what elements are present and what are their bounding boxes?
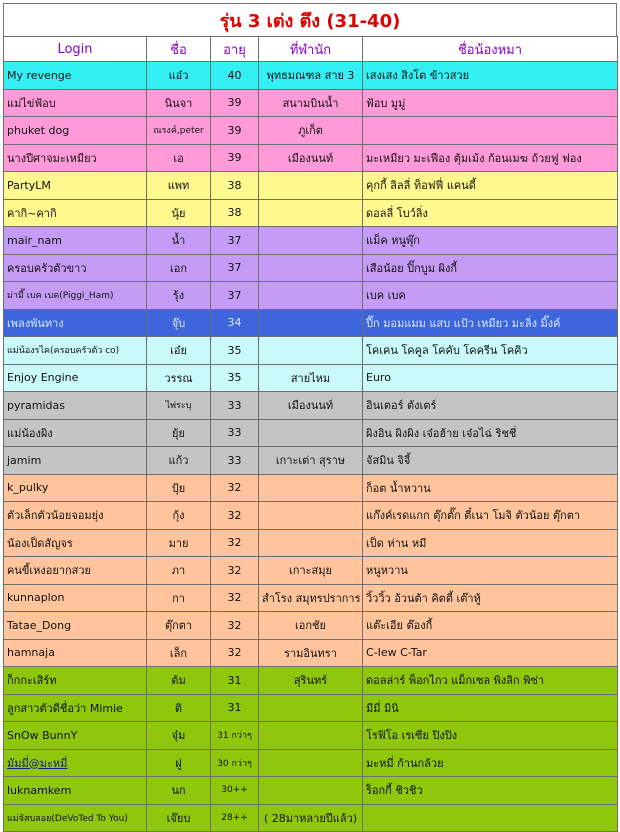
table-row [4, 529, 618, 557]
cell-login: pyramidas [4, 392, 147, 420]
header-place: ที่พำนัก [259, 37, 363, 62]
cell-name: วรรณ [147, 364, 211, 392]
cell-login: PartyLM [4, 172, 147, 200]
table-row [4, 172, 618, 200]
table-row [4, 447, 618, 475]
cell-name: รุ้ง [147, 282, 211, 310]
cell-dog-names: C-Iew C-Tar [363, 639, 618, 667]
cell-login: SnOw BunnY [4, 722, 147, 750]
cell-age: 39 [211, 89, 259, 117]
cell-place: ( 28มาหลายปีแล้ว) [259, 804, 363, 832]
cell-age: 39 [211, 117, 259, 145]
cell-age: 32 [211, 474, 259, 502]
cell-name: มาย [147, 529, 211, 557]
cell-place [259, 172, 363, 200]
cell-dog-names: เสือน้อย ปิ๊กบูม ผิงกี้ [363, 254, 618, 282]
cell-dog-names: ก็อต น้ำหวาน [363, 474, 618, 502]
cell-place: เอกชัย [259, 612, 363, 640]
cell-login: phuket dog [4, 117, 147, 145]
cell-name: ไพ่ระบุ [147, 392, 211, 420]
table-row [4, 722, 618, 750]
spreadsheet [3, 3, 617, 832]
cell-name: ติ [147, 694, 211, 722]
cell-login: luknamkem [4, 777, 147, 805]
cell-age: 32 [211, 557, 259, 585]
cell-place [259, 474, 363, 502]
cell-age: 32 [211, 612, 259, 640]
cell-place: ภูเก็ต [259, 117, 363, 145]
table-row [4, 89, 618, 117]
table-body [4, 62, 618, 832]
cell-place: เกาะเต่า สุราษ [259, 447, 363, 475]
table-row [4, 419, 618, 447]
table-row [4, 309, 618, 337]
cell-dog-names: จัสมิน จิจี้ [363, 447, 618, 475]
cell-login: mair_nam [4, 227, 147, 255]
cell-login: แม่น้องรไค(ครอบครัวตัว co) [4, 337, 147, 365]
cell-age: 32 [211, 529, 259, 557]
cell-dog-names: เสงเสง สิงโต ข้าวสวย [363, 62, 618, 90]
cell-age: 33 [211, 419, 259, 447]
cell-age: 38 [211, 199, 259, 227]
cell-name: แอ๋ว [147, 62, 211, 90]
table-row [4, 227, 618, 255]
cell-place: สำโรง สมุทรปราการ [259, 584, 363, 612]
table-row [4, 584, 618, 612]
header-age: อายุ [211, 37, 259, 62]
cell-dog-names: เบค เบค [363, 282, 618, 310]
cell-dog-names: เป็ด ห่าน หมี [363, 529, 618, 557]
cell-place: รามอินทรา [259, 639, 363, 667]
cell-dog-names: มะหมี่ ก้านกล้วย [363, 749, 618, 777]
cell-dog-names: โรฟิโอ เรเซีย ปิงปิง [363, 722, 618, 750]
cell-dog-names: โคเคน โคคูล โคคับ โคครีน โคคิว [363, 337, 618, 365]
cell-age: 37 [211, 227, 259, 255]
cell-name: นก [147, 777, 211, 805]
cell-login: มัมมี่@มะหมี่ [4, 749, 147, 777]
cell-name: เอ๋ย [147, 337, 211, 365]
cell-name: แพท [147, 172, 211, 200]
cell-name: ภา [147, 557, 211, 585]
cell-login: ม่ามี๊ เบค เบค(Piggi_Ham) [4, 282, 147, 310]
cell-login: ก็กกะเสิร์ท [4, 667, 147, 695]
cell-dog-names [363, 804, 618, 832]
cell-login: kunnaplon [4, 584, 147, 612]
table-row [4, 62, 618, 90]
cell-place [259, 199, 363, 227]
table-row [4, 557, 618, 585]
cell-age: 30++ [211, 777, 259, 805]
cell-age: 30 กว่าๆ [211, 749, 259, 777]
members-table [3, 36, 618, 832]
table-row [4, 392, 618, 420]
table-row [4, 474, 618, 502]
cell-age: 35 [211, 337, 259, 365]
cell-login: แม่ไข่ฟ้อบ [4, 89, 147, 117]
cell-dog-names: Euro [363, 364, 618, 392]
cell-dog-names: ดอลลี่ โบว์ลิ่ง [363, 199, 618, 227]
cell-dog-names: แต๊ะเอีย ต๊องกี้ [363, 612, 618, 640]
table-row [4, 337, 618, 365]
cell-name: นินจา [147, 89, 211, 117]
cell-place [259, 777, 363, 805]
cell-dog-names: มะเหมียว มะเฟือง ตุ้มเม้ง ก้อนเมฆ ถ้วยฟู ฟอง [363, 144, 618, 172]
table-row [4, 282, 618, 310]
cell-place [259, 529, 363, 557]
cell-login: ตัวเล็กตัวน้อยจอมยุ่ง [4, 502, 147, 530]
cell-dog-names: แก๊งค์เรดแกก ตุ๊กตั๊ก ตี๋เนา โมจิ ตัวน้อย ตุ๊กตา [363, 502, 618, 530]
cell-login: k_pulky [4, 474, 147, 502]
cell-place: พุทธมณฑล สาย 3 [259, 62, 363, 90]
table-row [4, 749, 618, 777]
cell-dog-names: วิ้ววิ้ว อ้วนต้า คิตตี้ เต๊าหู้ [363, 584, 618, 612]
cell-place [259, 749, 363, 777]
header-row [4, 37, 618, 62]
cell-name: เจ๊ยบ [147, 804, 211, 832]
cell-name: ปุ้ย [147, 474, 211, 502]
cell-login: นางปีศาจมะเหมียว [4, 144, 147, 172]
cell-place: เมืองนนท์ [259, 144, 363, 172]
cell-dog-names [363, 117, 618, 145]
cell-login: เพลงพันทาง [4, 309, 147, 337]
cell-login: My revenge [4, 62, 147, 90]
cell-place [259, 227, 363, 255]
cell-place: เกาะสมุย [259, 557, 363, 585]
cell-place: สุรินทร์ [259, 667, 363, 695]
cell-name: ยุ้ย [147, 419, 211, 447]
cell-login: คากิ~คากิ [4, 199, 147, 227]
cell-age: 39 [211, 144, 259, 172]
cell-login: jamim [4, 447, 147, 475]
cell-age: 31 [211, 667, 259, 695]
cell-age: 35 [211, 364, 259, 392]
cell-name: น้ำ [147, 227, 211, 255]
table-row [4, 612, 618, 640]
table-row [4, 667, 618, 695]
cell-name: เอก [147, 254, 211, 282]
cell-age: 31 [211, 694, 259, 722]
cell-place [259, 722, 363, 750]
cell-place [259, 282, 363, 310]
cell-name: ตุ๊กตา [147, 612, 211, 640]
table-row [4, 144, 618, 172]
cell-age: 33 [211, 447, 259, 475]
cell-dog-names: หนูหวาน [363, 557, 618, 585]
sheet-title: รุ่น 3 เต่ง ตึง (31-40) [3, 3, 617, 36]
cell-age: 32 [211, 502, 259, 530]
cell-age: 33 [211, 392, 259, 420]
table-row [4, 117, 618, 145]
table-row [4, 502, 618, 530]
table-row [4, 254, 618, 282]
cell-dog-names: ฟ้อบ มูมู่ [363, 89, 618, 117]
cell-dog-names: ดอลล่าร์ พ็อกไกว แม็กเซล พิงลิก พิซ่า [363, 667, 618, 695]
cell-age: 34 [211, 309, 259, 337]
cell-age: 40 [211, 62, 259, 90]
cell-age: 38 [211, 172, 259, 200]
cell-place [259, 502, 363, 530]
cell-name: จุ๋ม [147, 722, 211, 750]
cell-age: 32 [211, 584, 259, 612]
header-dog-names: ชื่อน้องหมา [363, 37, 618, 62]
table-row [4, 639, 618, 667]
cell-login: Tatae_Dong [4, 612, 147, 640]
cell-place [259, 419, 363, 447]
cell-place: เมืองนนท์ [259, 392, 363, 420]
cell-name: นุ้ย [147, 199, 211, 227]
cell-dog-names: แม็ค หนูพุ๊ก [363, 227, 618, 255]
cell-login: แม่จัสบลอย(DeVoTed To You) [4, 804, 147, 832]
cell-place [259, 337, 363, 365]
cell-name: กุ้ง [147, 502, 211, 530]
cell-dog-names: ปี๊ก มอมแมม แสบ แป้ว เหมียว มะลิ่ง มิ๊งค์ [363, 309, 618, 337]
cell-name: ต้ม [147, 667, 211, 695]
cell-place [259, 309, 363, 337]
cell-login: hamnaja [4, 639, 147, 667]
cell-dog-names: ร็อกกี้ ชิวชิว [363, 777, 618, 805]
cell-dog-names: อินเตอร์ ตังเตร์ [363, 392, 618, 420]
cell-name: จุ๊บ [147, 309, 211, 337]
cell-age: 37 [211, 282, 259, 310]
cell-login: ลูกสาวตัวดีชื่อว่า Mimie [4, 694, 147, 722]
cell-login: ครอบครัวตัวขาว [4, 254, 147, 282]
table-row [4, 364, 618, 392]
cell-place: สนามบินน้ำ [259, 89, 363, 117]
cell-name: แก้ว [147, 447, 211, 475]
table-row [4, 694, 618, 722]
table-row [4, 804, 618, 832]
cell-login: คนขี้เหงอยากสวย [4, 557, 147, 585]
cell-place [259, 254, 363, 282]
table-row [4, 199, 618, 227]
cell-login: น้องเป็ดสัญจร [4, 529, 147, 557]
cell-age: 37 [211, 254, 259, 282]
cell-name: เอ [147, 144, 211, 172]
header-login: Login [4, 37, 147, 62]
cell-age: 32 [211, 639, 259, 667]
cell-name: ณรงค์,peter [147, 117, 211, 145]
cell-login: แม่น้องผิง [4, 419, 147, 447]
table-row [4, 777, 618, 805]
cell-login: Enjoy Engine [4, 364, 147, 392]
cell-dog-names: มีมี่ มินิ [363, 694, 618, 722]
cell-place: สายไหม [259, 364, 363, 392]
header-name: ชื่อ [147, 37, 211, 62]
cell-dog-names: คุกกี้ ลิลลี่ ท็อฟฟี่ แคนดี้ [363, 172, 618, 200]
cell-name: ฝู [147, 749, 211, 777]
cell-dog-names: ผิงอิน ผิงผิง เจ๋อฮ้าย เจ๋อไฉ่ ริชชี่ [363, 419, 618, 447]
cell-age: 31 กว่าๆ [211, 722, 259, 750]
cell-age: 28++ [211, 804, 259, 832]
cell-place [259, 694, 363, 722]
cell-name: กา [147, 584, 211, 612]
cell-name: เล็ก [147, 639, 211, 667]
